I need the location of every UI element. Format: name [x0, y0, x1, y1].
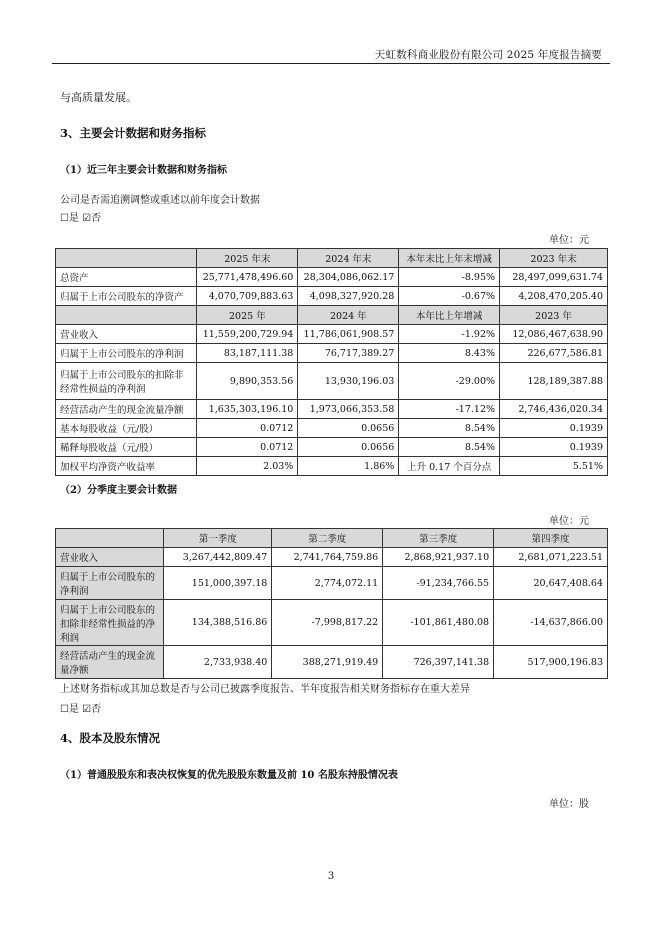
- section-3-title: 3、主要会计数据和财务指标: [60, 126, 207, 140]
- page-number: 3: [327, 871, 335, 882]
- table-row: 营业收入 11,559,200,729.94 11,786,061,908.57 -1.92% 12,086,467,638.90: [56, 325, 608, 344]
- table-header-row: 2025 年 2024 年 本年比上年增减 2023 年: [56, 306, 608, 325]
- difference-answer: ☐是 ☑否: [60, 704, 102, 715]
- table-row: 归属于上市公司股东的扣除非经常性损益的净利润 9,890,353.56 13,930,196.03 -29.00% 128,189,387.88: [56, 363, 608, 400]
- table-row: 加权平均净资产收益率 2.03% 1.86% 上升 0.17 个百分点 5.51%: [56, 457, 608, 476]
- table-row: 归属于上市公司股东的净资产 4,070,709,883.63 4,098,327,920.28 -0.67% 4,208,470,205.40: [56, 287, 608, 306]
- quarterly-financial-table: [55, 528, 608, 679]
- table-row: 稀释每股收益（元/股） 0.0712 0.0656 8.54% 0.1939: [56, 438, 608, 457]
- header-divider: [52, 63, 610, 64]
- unit-label-shares: 单位：股: [549, 799, 589, 810]
- intro-text: 与高质量发展。: [60, 91, 137, 104]
- annual-financial-table: [55, 248, 608, 476]
- subsection-4-1-title: （1）普通股股东和表决权恢复的优先股股东数量及前 10 名股东持股情况表: [60, 770, 398, 781]
- unit-label-yuan: 单位：元: [549, 235, 589, 246]
- table-row: 归属于上市公司股东的净利润 151,000,397.18 2,774,072.11 -91,234,766.55 20,647,408.64: [56, 567, 608, 600]
- subsection-2-title: （2）分季度主要会计数据: [60, 485, 177, 496]
- page-header: 天虹数科商业股份有限公司 2025 年度报告摘要: [374, 49, 602, 61]
- section-4-title: 4、股本及股东情况: [60, 731, 161, 745]
- difference-question: 上述财务指标或其加总数是否与公司已披露季度报告、半年度报告相关财务指标存在重大差异: [60, 684, 470, 695]
- subsection-1-title: （1）近三年主要会计数据和财务指标: [60, 165, 227, 176]
- table-row: 总资产 25,771,478,496.60 28,304,086,062.17 -8.95% 28,497,099,631.74: [56, 268, 608, 287]
- table-row: 归属于上市公司股东的净利润 83,187,111.38 76,717,389.27 8.43% 226,677,586.81: [56, 344, 608, 363]
- restate-question: 公司是否需追溯调整或重述以前年度会计数据: [60, 195, 260, 206]
- table-row: 基本每股收益（元/股） 0.0712 0.0656 8.54% 0.1939: [56, 419, 608, 438]
- table-row: 归属于上市公司股东的扣除非经常性损益的净利润 134,388,516.86 -7,998,817.22 -101,861,480.08 -14,637,866.00: [56, 600, 608, 646]
- unit-label-yuan-2: 单位：元: [549, 516, 589, 527]
- table-row: 经营活动产生的现金流量净额 2,733,938.40 388,271,919.49 726,397,141.38 517,900,196.83: [56, 646, 608, 679]
- restate-answer: ☐是 ☑否: [60, 213, 102, 224]
- table-header-row: 2025 年末 2024 年末 本年末比上年末增减 2023 年末: [56, 249, 608, 268]
- table-row: 经营活动产生的现金流量净额 1,635,303,196.10 1,973,066,353.58 -17.12% 2,746,436,020.34: [56, 400, 608, 419]
- table-row: 营业收入 3,267,442,809.47 2,741,764,759.86 2,868,921,937.10 2,681,071,223.51: [56, 548, 608, 567]
- table-header-row: 第一季度 第二季度 第三季度 第四季度: [56, 529, 608, 548]
